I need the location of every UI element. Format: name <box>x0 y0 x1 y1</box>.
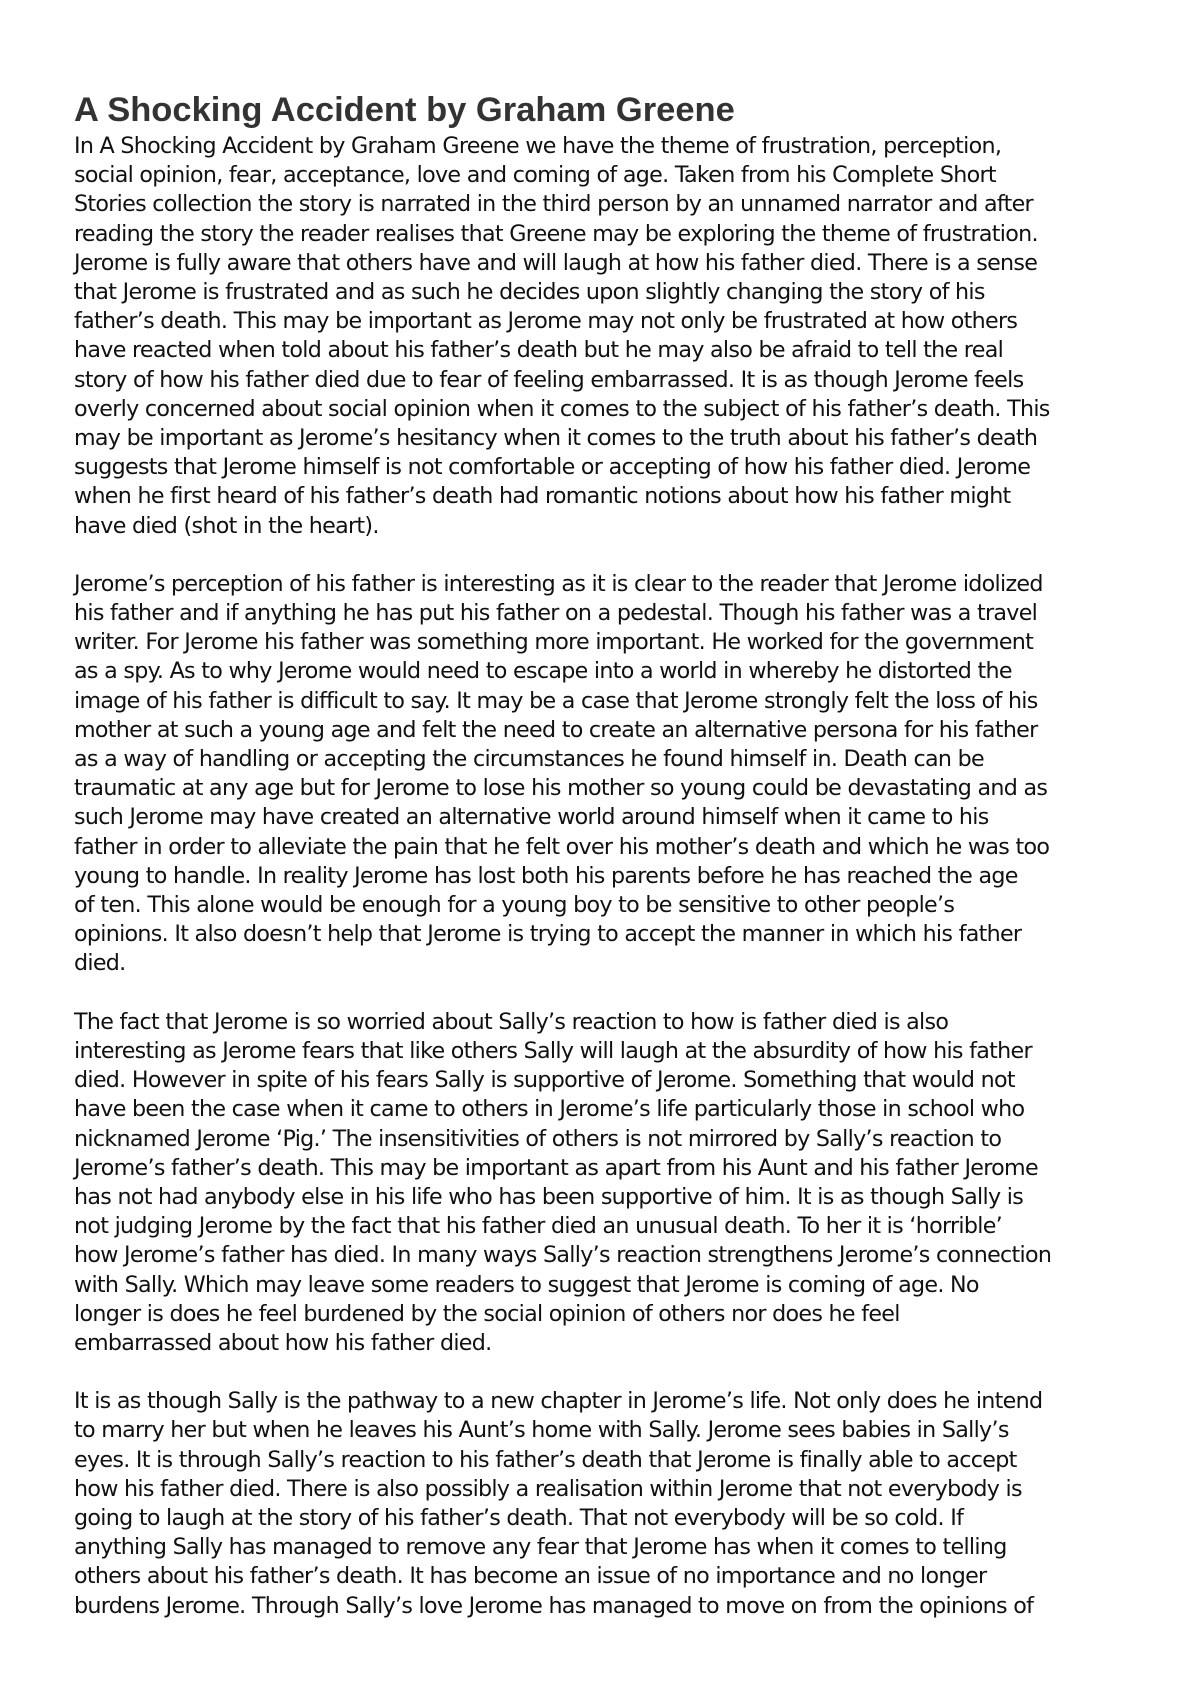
text-line: traumatic at any age but for Jerome to lose his mother so young could be devastating and as <box>74 775 1048 802</box>
text-line: others about his father’s death. It has become an issue of no importance and no longer <box>74 1563 987 1590</box>
text-line: image of his father is difficult to say. It may be a case that Jerome strongly felt the loss of his <box>74 687 1038 714</box>
text-line: writer. For Jerome his father was something more important. He worked for the government <box>74 629 1034 656</box>
text-line: longer is does he feel burdened by the social opinion of others nor does he feel <box>74 1300 900 1327</box>
paragraph <box>74 132 1144 541</box>
text-line: have been the case when it came to others in Jerome’s life particularly those in school who <box>74 1096 1025 1123</box>
text-line: interesting as Jerome fears that like others Sally will laugh at the absurdity of how his father <box>74 1037 1032 1064</box>
text-line: as a spy. As to why Jerome would need to escape into a world in whereby he distorted the <box>74 658 1012 685</box>
document-title: A Shocking Accident by Graham Greene <box>74 91 735 129</box>
text-line: going to laugh at the story of his father’s death. That not everybody will be so cold. If <box>74 1504 964 1531</box>
text-line: died. <box>74 950 126 977</box>
paragraph <box>74 570 1144 979</box>
text-line: as a way of handling or accepting the circumstances he found himself in. Death can be <box>74 746 984 773</box>
text-line: such Jerome may have created an alternative world around himself when it came to his <box>74 804 989 831</box>
text-line: how his father died. There is also possibly a realisation within Jerome that not everybody is <box>74 1475 1022 1502</box>
text-line: anything Sally has managed to remove any fear that Jerome has when it comes to telling <box>74 1534 1007 1561</box>
text-line: not judging Jerome by the fact that his father died an unusual death. To her it is ‘horrible’ <box>74 1213 1003 1240</box>
text-line: may be important as Jerome’s hesitancy when it comes to the truth about his father’s death <box>74 425 1038 452</box>
text-line: opinions. It also doesn’t help that Jerome is trying to accept the manner in which his father <box>74 921 1022 948</box>
text-line: burdens Jerome. Through Sally’s love Jerome has managed to move on from the opinions of <box>74 1592 1034 1619</box>
text-line: story of how his father died due to fear of feeling embarrassed. It is as though Jerome feels <box>74 366 1024 393</box>
text-line: The fact that Jerome is so worried about Sally’s reaction to how is father died is also <box>74 1008 949 1035</box>
text-line: Jerome’s father’s death. This may be important as apart from his Aunt and his father Jerome <box>74 1154 1038 1181</box>
text-line: father in order to alleviate the pain that he felt over his mother’s death and which he was too <box>74 833 1050 860</box>
text-line: father’s death. This may be important as Jerome may not only be frustrated at how others <box>74 308 1018 335</box>
text-line: that Jerome is frustrated and as such he decides upon slightly changing the story of his <box>74 279 985 306</box>
text-line: his father and if anything he has put his father on a pedestal. Though his father was a travel <box>74 600 1038 627</box>
text-line: Stories collection the story is narrated in the third person by an unnamed narrator and after <box>74 191 1033 218</box>
text-line: has not had anybody else in his life who has been supportive of him. It is as though Sally is <box>74 1183 1024 1210</box>
text-line: eyes. It is through Sally’s reaction to his father’s death that Jerome is finally able to accept <box>74 1446 1017 1473</box>
paragraph <box>74 1008 1144 1358</box>
text-line: died. However in spite of his fears Sally is supportive of Jerome. Something that would not <box>74 1067 1015 1094</box>
text-line: to marry her but when he leaves his Aunt’s home with Sally. Jerome sees babies in Sally’s <box>74 1417 1009 1444</box>
text-line: suggests that Jerome himself is not comfortable or accepting of how his father died. Jerome <box>74 454 1031 481</box>
document-page <box>74 90 1144 1650</box>
text-line: have reacted when told about his father’s death but he may also be afraid to tell the real <box>74 337 1004 364</box>
paragraph <box>74 1387 1144 1621</box>
text-line: It is as though Sally is the pathway to a new chapter in Jerome’s life. Not only does he intend <box>74 1388 1043 1415</box>
text-line: social opinion, fear, acceptance, love and coming of age. Taken from his Complete Short <box>74 162 996 189</box>
text-line: mother at such a young age and felt the need to create an alternative persona for his father <box>74 716 1038 743</box>
document-body <box>74 132 1144 1621</box>
text-line: reading the story the reader realises that Greene may be exploring the theme of frustration. <box>74 220 1038 247</box>
text-line: nicknamed Jerome ‘Pig.’ The insensitivities of others is not mirrored by Sally’s reaction to <box>74 1125 1002 1152</box>
text-line: overly concerned about social opinion when it comes to the subject of his father’s death. This <box>74 395 1050 422</box>
text-line: young to handle. In reality Jerome has lost both his parents before he has reached the age <box>74 862 1018 889</box>
text-line: Jerome is fully aware that others have and will laugh at how his father died. There is a sense <box>74 249 1038 276</box>
text-line: when he first heard of his father’s death had romantic notions about how his father might <box>74 483 1011 510</box>
text-line: Jerome’s perception of his father is interesting as it is clear to the reader that Jerome idolized <box>74 570 1043 597</box>
text-line: with Sally. Which may leave some readers to suggest that Jerome is coming of age. No <box>74 1271 979 1298</box>
text-line: In A Shocking Accident by Graham Greene we have the theme of frustration, perception, <box>74 133 1002 159</box>
text-line: embarrassed about how his father died. <box>74 1329 492 1356</box>
text-line: of ten. This alone would be enough for a young boy to be sensitive to other people’s <box>74 892 955 919</box>
text-line: how Jerome’s father has died. In many ways Sally’s reaction strengthens Jerome’s connection <box>74 1242 1052 1269</box>
text-line: have died (shot in the heart). <box>74 512 379 539</box>
